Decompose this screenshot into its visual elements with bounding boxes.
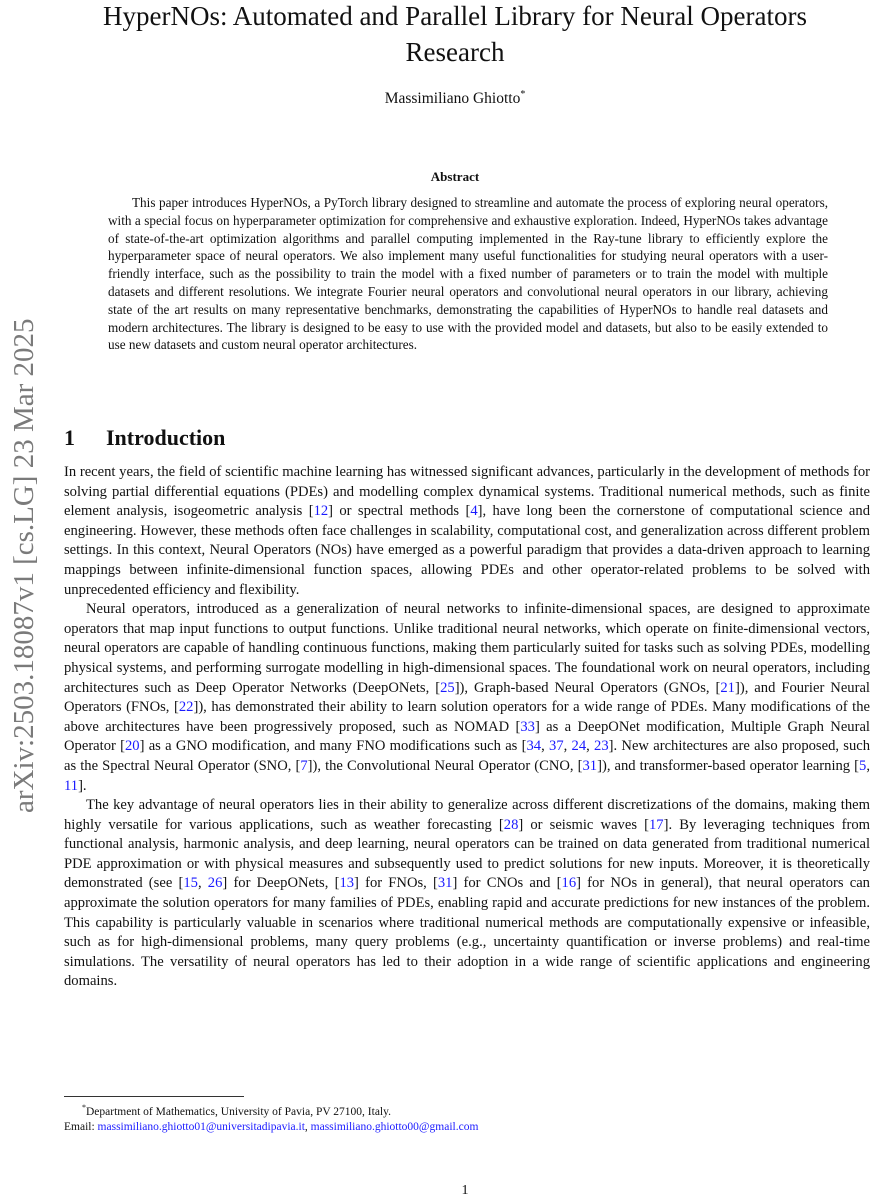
- footnote: [64, 1100, 854, 1136]
- paragraph-text: ] as a DeepONet modification, Multiple Graph Neural Operator [: [64, 718, 870, 755]
- footnote-mark: *: [82, 1103, 86, 1112]
- paragraph-text: ]), has demonstrated their ability to learn solution operators for a wide range of PDEs. Many modifications of the above architectures have been progressively proposed, such as NOMAD [: [64, 699, 870, 735]
- footnote-rule: [64, 1096, 244, 1097]
- citation-link[interactable]: 20: [124, 738, 140, 755]
- paragraph-text: ,: [197, 875, 208, 892]
- paragraph: [64, 600, 870, 796]
- citation-link[interactable]: 34: [526, 738, 542, 755]
- footnote-affiliation-line: [64, 1100, 854, 1120]
- citation-link[interactable]: 4: [470, 503, 478, 520]
- citation-link[interactable]: 15: [183, 875, 198, 892]
- paragraph-text: ,: [563, 738, 572, 755]
- paragraph-text: In recent years, the field of scientific machine learning has witnessed significant advances, particularly in the development of methods for solving partial differential equations (PDEs) and modelling complex dynamical systems. Traditional numerical methods, such as finite element analysis, isogeometric analysis [: [64, 464, 870, 520]
- paragraph-text: ] or spectral methods [: [328, 503, 471, 520]
- email-link-1[interactable]: massimiliano.ghiotto01@universitadipavia.it: [97, 1121, 305, 1134]
- paragraph-text: ] for DeepONets, [: [222, 875, 340, 892]
- paragraph-text: The key advantage of neural operators lies in their ability to generalize across different discretizations of the domains, making them highly versatile for various applications, such as weather forecasting [: [64, 797, 870, 833]
- footnote-affiliation: Department of Mathematics, University of Pavia, PV 27100, Italy.: [86, 1105, 392, 1118]
- citation-link[interactable]: 13: [339, 875, 355, 892]
- email-separator: ,: [304, 1121, 308, 1134]
- citation-link[interactable]: 7: [300, 757, 308, 774]
- citation-link[interactable]: 33: [520, 718, 535, 735]
- paragraph-text: ]), and transformer-based operator learning [: [597, 757, 860, 774]
- paragraph-text: ], have long been the cornerstone of computational science and engineering. However, these methods often face challenges in scalability, computational cost, and generalization across different problem settings. In this context, Neural Operators (NOs) have emerged as a powerful paradigm that provides a data-driven approach to learning mappings between infinite-dimensional function spaces, allowing PDEs and other operator-related problems to be solved with unprecedented efficiency and flexibility.: [64, 503, 870, 598]
- introduction-body: [64, 463, 870, 992]
- paragraph-text: ]. New architectures are also proposed, such as the Spectral Neural Operator (SNO, [: [64, 738, 870, 774]
- author-line: [60, 89, 850, 108]
- paragraph-text: ]), and Fourier Neural Operators (FNOs, [: [64, 679, 870, 716]
- citation-link[interactable]: 25: [440, 679, 455, 696]
- paragraph: [64, 463, 870, 600]
- paragraph: [64, 796, 870, 992]
- paragraph-text: ].: [78, 777, 87, 794]
- citation-link[interactable]: 23: [594, 738, 609, 755]
- paragraph-text: ] for CNOs and [: [452, 875, 562, 892]
- citation-link[interactable]: 37: [549, 738, 564, 755]
- citation-link[interactable]: 21: [720, 679, 735, 696]
- paragraph-text: Neural operators, introduced as a generalization of neural networks to infinite-dimensional spaces, are designed to approximate operators that map input functions to output functions. Unlike traditional neural networks, which operate on finite-dimensional vectors, neural operators are capable of handling continuous functions, making them particularly suited for tasks such as solving PDEs, modelling physical systems, and performing surrogate modelling in high-dimensional spaces. The foundational work on neural operators, including architectures such as Deep Operator Networks (DeepONets, [: [64, 601, 870, 696]
- paragraph-text: ,: [866, 757, 870, 774]
- citation-link[interactable]: 31: [582, 757, 598, 774]
- citation-link[interactable]: 31: [437, 875, 453, 892]
- section-heading: [64, 425, 225, 451]
- paragraph-text: ] for NOs in general), that neural operators can approximate the solution operators for many families of PDEs, enabling rapid and accurate predictions for new instances of the problem. This capability is particularly valuable in scenarios where traditional numerical methods are computationally expensive or infeasible, such as for high-dimensional problems, many query problems (e.g., uncertainty quantification or inverse problems) and real-time simulations. The versatility of neural operators has led to their adoption in a wide range of scientific applications and engineering domains.: [64, 875, 870, 990]
- citation-link[interactable]: 28: [503, 816, 519, 833]
- paragraph-text: ,: [541, 738, 550, 755]
- paragraph-text: ] for FNOs, [: [354, 875, 438, 892]
- abstract-heading: Abstract: [430, 169, 480, 184]
- section-title: Introduction: [106, 425, 226, 450]
- citation-link[interactable]: 5: [859, 757, 867, 774]
- citation-link[interactable]: 17: [649, 816, 664, 833]
- paragraph-text: ]), the Convolutional Neural Operator (CNO, [: [307, 757, 583, 774]
- abstract-text: This paper introduces HyperNOs, a PyTorch library designed to streamline and automate the process of exploring neural operators, with a special focus on hyperparameter optimization for comprehensive and exhaustive exploration. Indeed, HyperNOs takes advantage of state-of-the-art optimization algorithms and parallel computing implemented in the Ray-tune library to efficiently explore the hyperparameter space of neural operators. We also implement many useful functionalities for studying neural operators with a user-friendly interface, such as the possibility to train the model with a fixed number of parameters or to train the model with multiple datasets and different resolutions. We integrate Fourier neural operators and convolutional neural operators in our library, achieving state of the art results on many representative benchmarks, demonstrating the capabilities of HyperNOs to handle real datasets and modern architectures. The library is designed to be easy to use with the provided model and datasets, but also to be easily extended to use new datasets and custom neural operator architectures.: [108, 195, 828, 353]
- paper-title: HyperNOs: Automated and Parallel Library for Neural Operators Research: [102, 1, 808, 67]
- footnote-email-line: [64, 1120, 854, 1136]
- email-link-2[interactable]: massimiliano.ghiotto00@gmail.com: [310, 1121, 479, 1134]
- citation-link[interactable]: 16: [561, 875, 577, 892]
- paragraph-text: ]), Graph-based Neural Operators (GNOs, [: [454, 679, 721, 696]
- citation-link[interactable]: 22: [178, 699, 194, 716]
- section-number: 1: [64, 425, 75, 450]
- citation-link[interactable]: 24: [571, 738, 587, 755]
- paragraph-text: ] as a GNO modification, and many FNO modifications such as [: [139, 738, 527, 755]
- citation-link[interactable]: 12: [313, 503, 329, 520]
- page-number: 1: [461, 1183, 469, 1198]
- arxiv-identifier-stamp: arXiv:2503.18087v1 [cs.LG] 23 Mar 2025: [8, 318, 40, 814]
- citation-link[interactable]: 11: [64, 777, 79, 794]
- citation-link[interactable]: 26: [207, 875, 223, 892]
- paragraph-text: ] or seismic waves [: [518, 816, 649, 833]
- author-name: Massimiliano Ghiotto: [384, 90, 521, 108]
- paragraph-text: ]. By leveraging techniques from functional analysis, harmonic analysis, and deep learning, neural operators can be trained on data generated from traditional numerical PDE approximation or with physical measures and subsequently used to predict solutions for new inputs. Moreover, it is theoretically demonstrated (see [: [64, 816, 870, 892]
- author-footnote-mark[interactable]: *: [520, 89, 526, 100]
- email-label: Email:: [64, 1121, 95, 1134]
- paragraph-text: ,: [586, 738, 595, 755]
